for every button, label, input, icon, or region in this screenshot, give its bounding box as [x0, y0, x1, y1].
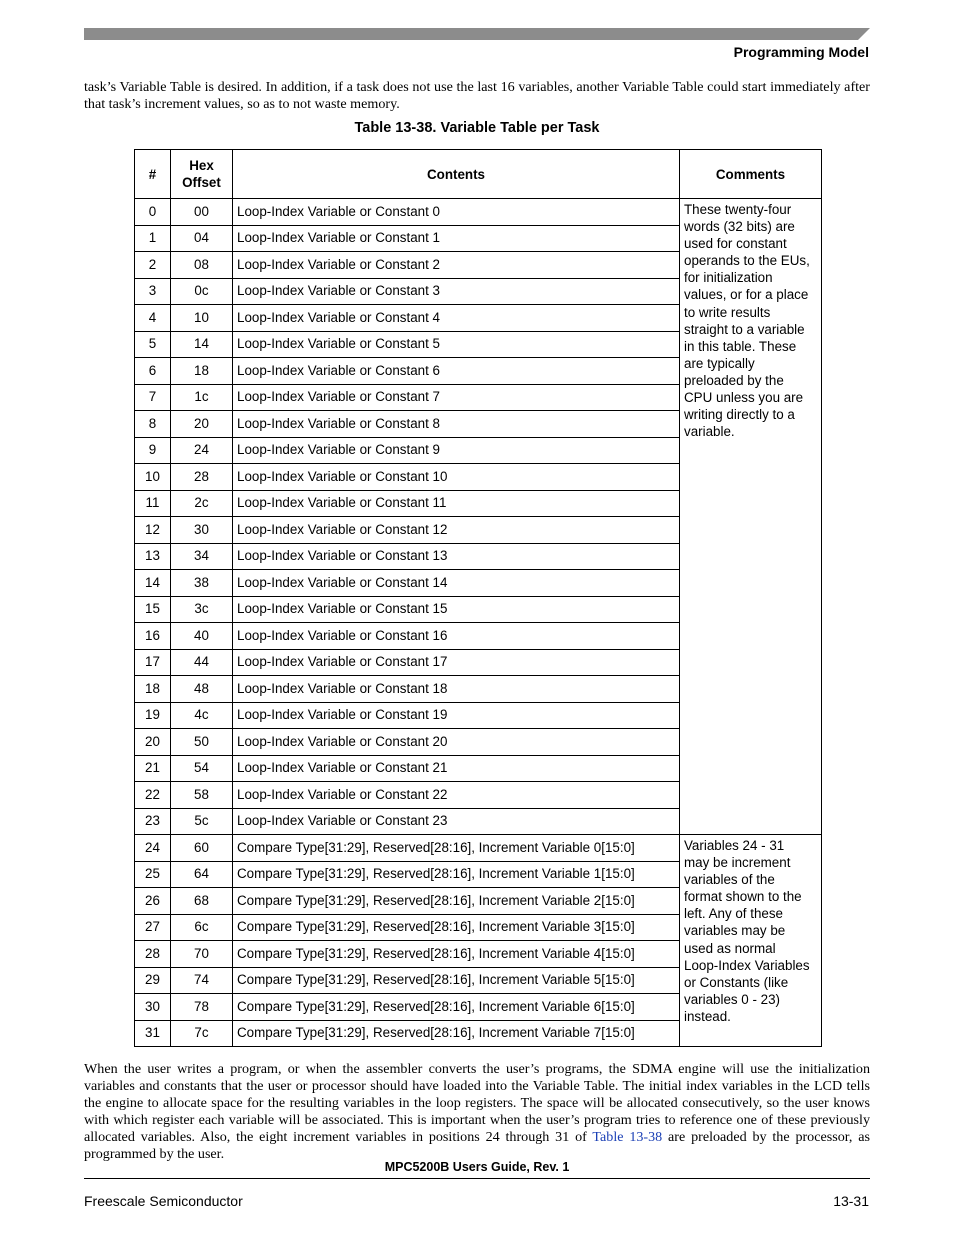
- comment-line: These twenty-four: [684, 202, 792, 217]
- row-hex-offset: 64: [171, 861, 233, 888]
- row-comment: [680, 835, 822, 1047]
- row-contents: Loop-Index Variable or Constant 16: [233, 623, 680, 650]
- row-contents: Loop-Index Variable or Constant 11: [233, 490, 680, 517]
- row-contents: Loop-Index Variable or Constant 10: [233, 464, 680, 491]
- outro-text-before-link: When the user writes a program, or when the assembler converts the user’s programs, the SDMA engine will use the initialization variables and constants that the user or processor should have loaded into the Variable Table. The initial index variables in the LCD tells the engine to allocate space for the resulting variables in the loop registers. The space will be allocated consecutively, so the user knows with which register each variable will be associated. This is important when the user’s program tries to reference one of these previously allocated variables. Also, the eight increment variables in positions 24 through 31 of: [84, 1061, 870, 1145]
- row-number: 21: [135, 755, 171, 782]
- comment-line: for initialization: [684, 270, 773, 286]
- table-body: [135, 199, 822, 1047]
- comment-line: variables 0 - 23): [684, 991, 781, 1007]
- comment-line: straight to a variable: [684, 321, 805, 337]
- header-num: #: [135, 150, 171, 199]
- row-hex-offset: 08: [171, 252, 233, 279]
- comment-line: are typically: [684, 355, 755, 371]
- row-contents: Loop-Index Variable or Constant 4: [233, 305, 680, 332]
- row-comment: [680, 199, 822, 835]
- row-number: 7: [135, 384, 171, 411]
- comment-line: variables may be: [684, 923, 786, 939]
- row-hex-offset: 0c: [171, 278, 233, 305]
- row-number: 10: [135, 464, 171, 491]
- row-contents: Loop-Index Variable or Constant 23: [233, 808, 680, 835]
- row-hex-offset: 14: [171, 331, 233, 358]
- row-contents: Compare Type[31:29], Reserved[28:16], Increment Variable 4[15:0]: [233, 941, 680, 968]
- row-number: 15: [135, 596, 171, 623]
- row-number: 5: [135, 331, 171, 358]
- row-hex-offset: 38: [171, 570, 233, 597]
- comment-line: format shown to the: [684, 889, 802, 905]
- row-hex-offset: 30: [171, 517, 233, 544]
- row-contents: Compare Type[31:29], Reserved[28:16], Increment Variable 7[15:0]: [233, 1020, 680, 1047]
- header-hex-offset: [171, 150, 233, 199]
- row-contents: Loop-Index Variable or Constant 22: [233, 782, 680, 809]
- row-hex-offset: 48: [171, 676, 233, 703]
- row-contents: Loop-Index Variable or Constant 3: [233, 278, 680, 305]
- row-hex-offset: 18: [171, 358, 233, 385]
- row-number: 29: [135, 967, 171, 994]
- row-number: 20: [135, 729, 171, 756]
- outro-paragraph: [84, 1061, 870, 1163]
- row-contents: Loop-Index Variable or Constant 0: [233, 199, 680, 226]
- footer-company: Freescale Semiconductor: [84, 1193, 243, 1209]
- table-row: [135, 199, 822, 226]
- comment-line: Loop-Index Variables: [684, 957, 810, 973]
- row-contents: Loop-Index Variable or Constant 8: [233, 411, 680, 438]
- row-number: 3: [135, 278, 171, 305]
- row-number: 31: [135, 1020, 171, 1047]
- table-caption: Table 13-38. Variable Table per Task: [354, 120, 600, 136]
- intro-paragraph: task’s Variable Table is desired. In addition, if a task does not use the last 16 variables, another Variable Table could start immediately after that task’s increment values, so as to not waste memory.: [84, 79, 870, 112]
- row-number: 16: [135, 623, 171, 650]
- row-contents: Loop-Index Variable or Constant 17: [233, 649, 680, 676]
- comment-line: in this table. These: [684, 338, 797, 354]
- row-contents: Compare Type[31:29], Reserved[28:16], Increment Variable 2[15:0]: [233, 888, 680, 915]
- header-comments: Comments: [680, 150, 822, 199]
- row-hex-offset: 10: [171, 305, 233, 332]
- row-hex-offset: 74: [171, 967, 233, 994]
- comment-line: writing directly to a: [684, 407, 795, 423]
- row-number: 2: [135, 252, 171, 279]
- variable-table: [134, 149, 822, 1047]
- row-hex-offset: 1c: [171, 384, 233, 411]
- comment-line: preloaded by the: [684, 372, 784, 388]
- row-number: 19: [135, 702, 171, 729]
- header-bar: [84, 28, 870, 40]
- row-contents: Loop-Index Variable or Constant 18: [233, 676, 680, 703]
- row-hex-offset: 5c: [171, 808, 233, 835]
- row-hex-offset: 58: [171, 782, 233, 809]
- row-number: 11: [135, 490, 171, 517]
- comment-line: variable.: [684, 424, 735, 440]
- row-hex-offset: 34: [171, 543, 233, 570]
- row-number: 8: [135, 411, 171, 438]
- row-number: 14: [135, 570, 171, 597]
- row-hex-offset: 28: [171, 464, 233, 491]
- row-number: 24: [135, 835, 171, 862]
- comment-line: may be increment: [684, 855, 791, 871]
- header-hex-line1: Hex: [189, 158, 214, 173]
- row-hex-offset: 6c: [171, 914, 233, 941]
- row-number: 22: [135, 782, 171, 809]
- row-contents: Loop-Index Variable or Constant 1: [233, 225, 680, 252]
- outro-text-after-link: are preloaded by the processor, as programmed by the user.: [84, 1129, 870, 1162]
- footer-divider: [84, 1178, 870, 1179]
- row-number: 9: [135, 437, 171, 464]
- row-number: 17: [135, 649, 171, 676]
- row-contents: Compare Type[31:29], Reserved[28:16], Increment Variable 5[15:0]: [233, 967, 680, 994]
- row-contents: Compare Type[31:29], Reserved[28:16], Increment Variable 0[15:0]: [233, 835, 680, 862]
- row-hex-offset: 2c: [171, 490, 233, 517]
- comment-line: instead.: [684, 1008, 731, 1024]
- footer-page-number: 13-31: [833, 1193, 869, 1209]
- row-number: 6: [135, 358, 171, 385]
- row-number: 1: [135, 225, 171, 252]
- row-contents: Loop-Index Variable or Constant 7: [233, 384, 680, 411]
- row-contents: Loop-Index Variable or Constant 6: [233, 358, 680, 385]
- row-contents: Loop-Index Variable or Constant 5: [233, 331, 680, 358]
- table-row: [135, 835, 822, 862]
- comment-line: CPU unless you are: [684, 390, 804, 406]
- row-contents: Loop-Index Variable or Constant 14: [233, 570, 680, 597]
- row-hex-offset: 68: [171, 888, 233, 915]
- row-number: 25: [135, 861, 171, 888]
- row-hex-offset: 24: [171, 437, 233, 464]
- row-contents: Loop-Index Variable or Constant 19: [233, 702, 680, 729]
- row-hex-offset: 78: [171, 994, 233, 1021]
- row-hex-offset: 00: [171, 199, 233, 226]
- comment-line: values, or for a place: [684, 287, 809, 303]
- comment-line: Variables 24 - 31: [684, 838, 785, 853]
- footer-doc-title: MPC5200B Users Guide, Rev. 1: [384, 1160, 570, 1174]
- row-contents: Loop-Index Variable or Constant 9: [233, 437, 680, 464]
- row-hex-offset: 50: [171, 729, 233, 756]
- comment-line: left. Any of these: [684, 906, 784, 922]
- comment-line: variables of the: [684, 872, 775, 888]
- row-hex-offset: 4c: [171, 702, 233, 729]
- table-header-row: [135, 150, 822, 199]
- row-hex-offset: 70: [171, 941, 233, 968]
- header-hex-line2: Offset: [182, 175, 221, 190]
- row-number: 12: [135, 517, 171, 544]
- row-hex-offset: 44: [171, 649, 233, 676]
- row-hex-offset: 60: [171, 835, 233, 862]
- row-number: 0: [135, 199, 171, 226]
- row-contents: Compare Type[31:29], Reserved[28:16], Increment Variable 6[15:0]: [233, 994, 680, 1021]
- row-contents: Loop-Index Variable or Constant 2: [233, 252, 680, 279]
- row-contents: Loop-Index Variable or Constant 15: [233, 596, 680, 623]
- row-number: 30: [135, 994, 171, 1021]
- row-hex-offset: 7c: [171, 1020, 233, 1047]
- row-hex-offset: 40: [171, 623, 233, 650]
- header-contents: Contents: [233, 150, 680, 199]
- row-contents: Loop-Index Variable or Constant 12: [233, 517, 680, 544]
- row-number: 23: [135, 808, 171, 835]
- row-contents: Compare Type[31:29], Reserved[28:16], Increment Variable 3[15:0]: [233, 914, 680, 941]
- row-hex-offset: 04: [171, 225, 233, 252]
- comment-line: or Constants (like: [684, 974, 789, 990]
- row-contents: Loop-Index Variable or Constant 21: [233, 755, 680, 782]
- comment-line: to write results: [684, 304, 771, 320]
- comment-line: used for constant: [684, 236, 787, 252]
- row-hex-offset: 3c: [171, 596, 233, 623]
- table-reference-link[interactable]: Table 13-38: [592, 1129, 663, 1145]
- section-title: Programming Model: [733, 44, 869, 60]
- row-hex-offset: 20: [171, 411, 233, 438]
- comment-line: operands to the EUs,: [684, 253, 810, 269]
- row-number: 28: [135, 941, 171, 968]
- row-number: 26: [135, 888, 171, 915]
- row-contents: Loop-Index Variable or Constant 13: [233, 543, 680, 570]
- row-contents: Compare Type[31:29], Reserved[28:16], Increment Variable 1[15:0]: [233, 861, 680, 888]
- row-hex-offset: 54: [171, 755, 233, 782]
- row-number: 13: [135, 543, 171, 570]
- row-number: 27: [135, 914, 171, 941]
- row-contents: Loop-Index Variable or Constant 20: [233, 729, 680, 756]
- comment-line: words (32 bits) are: [684, 219, 795, 235]
- row-number: 18: [135, 676, 171, 703]
- comment-line: used as normal: [684, 940, 776, 956]
- row-number: 4: [135, 305, 171, 332]
